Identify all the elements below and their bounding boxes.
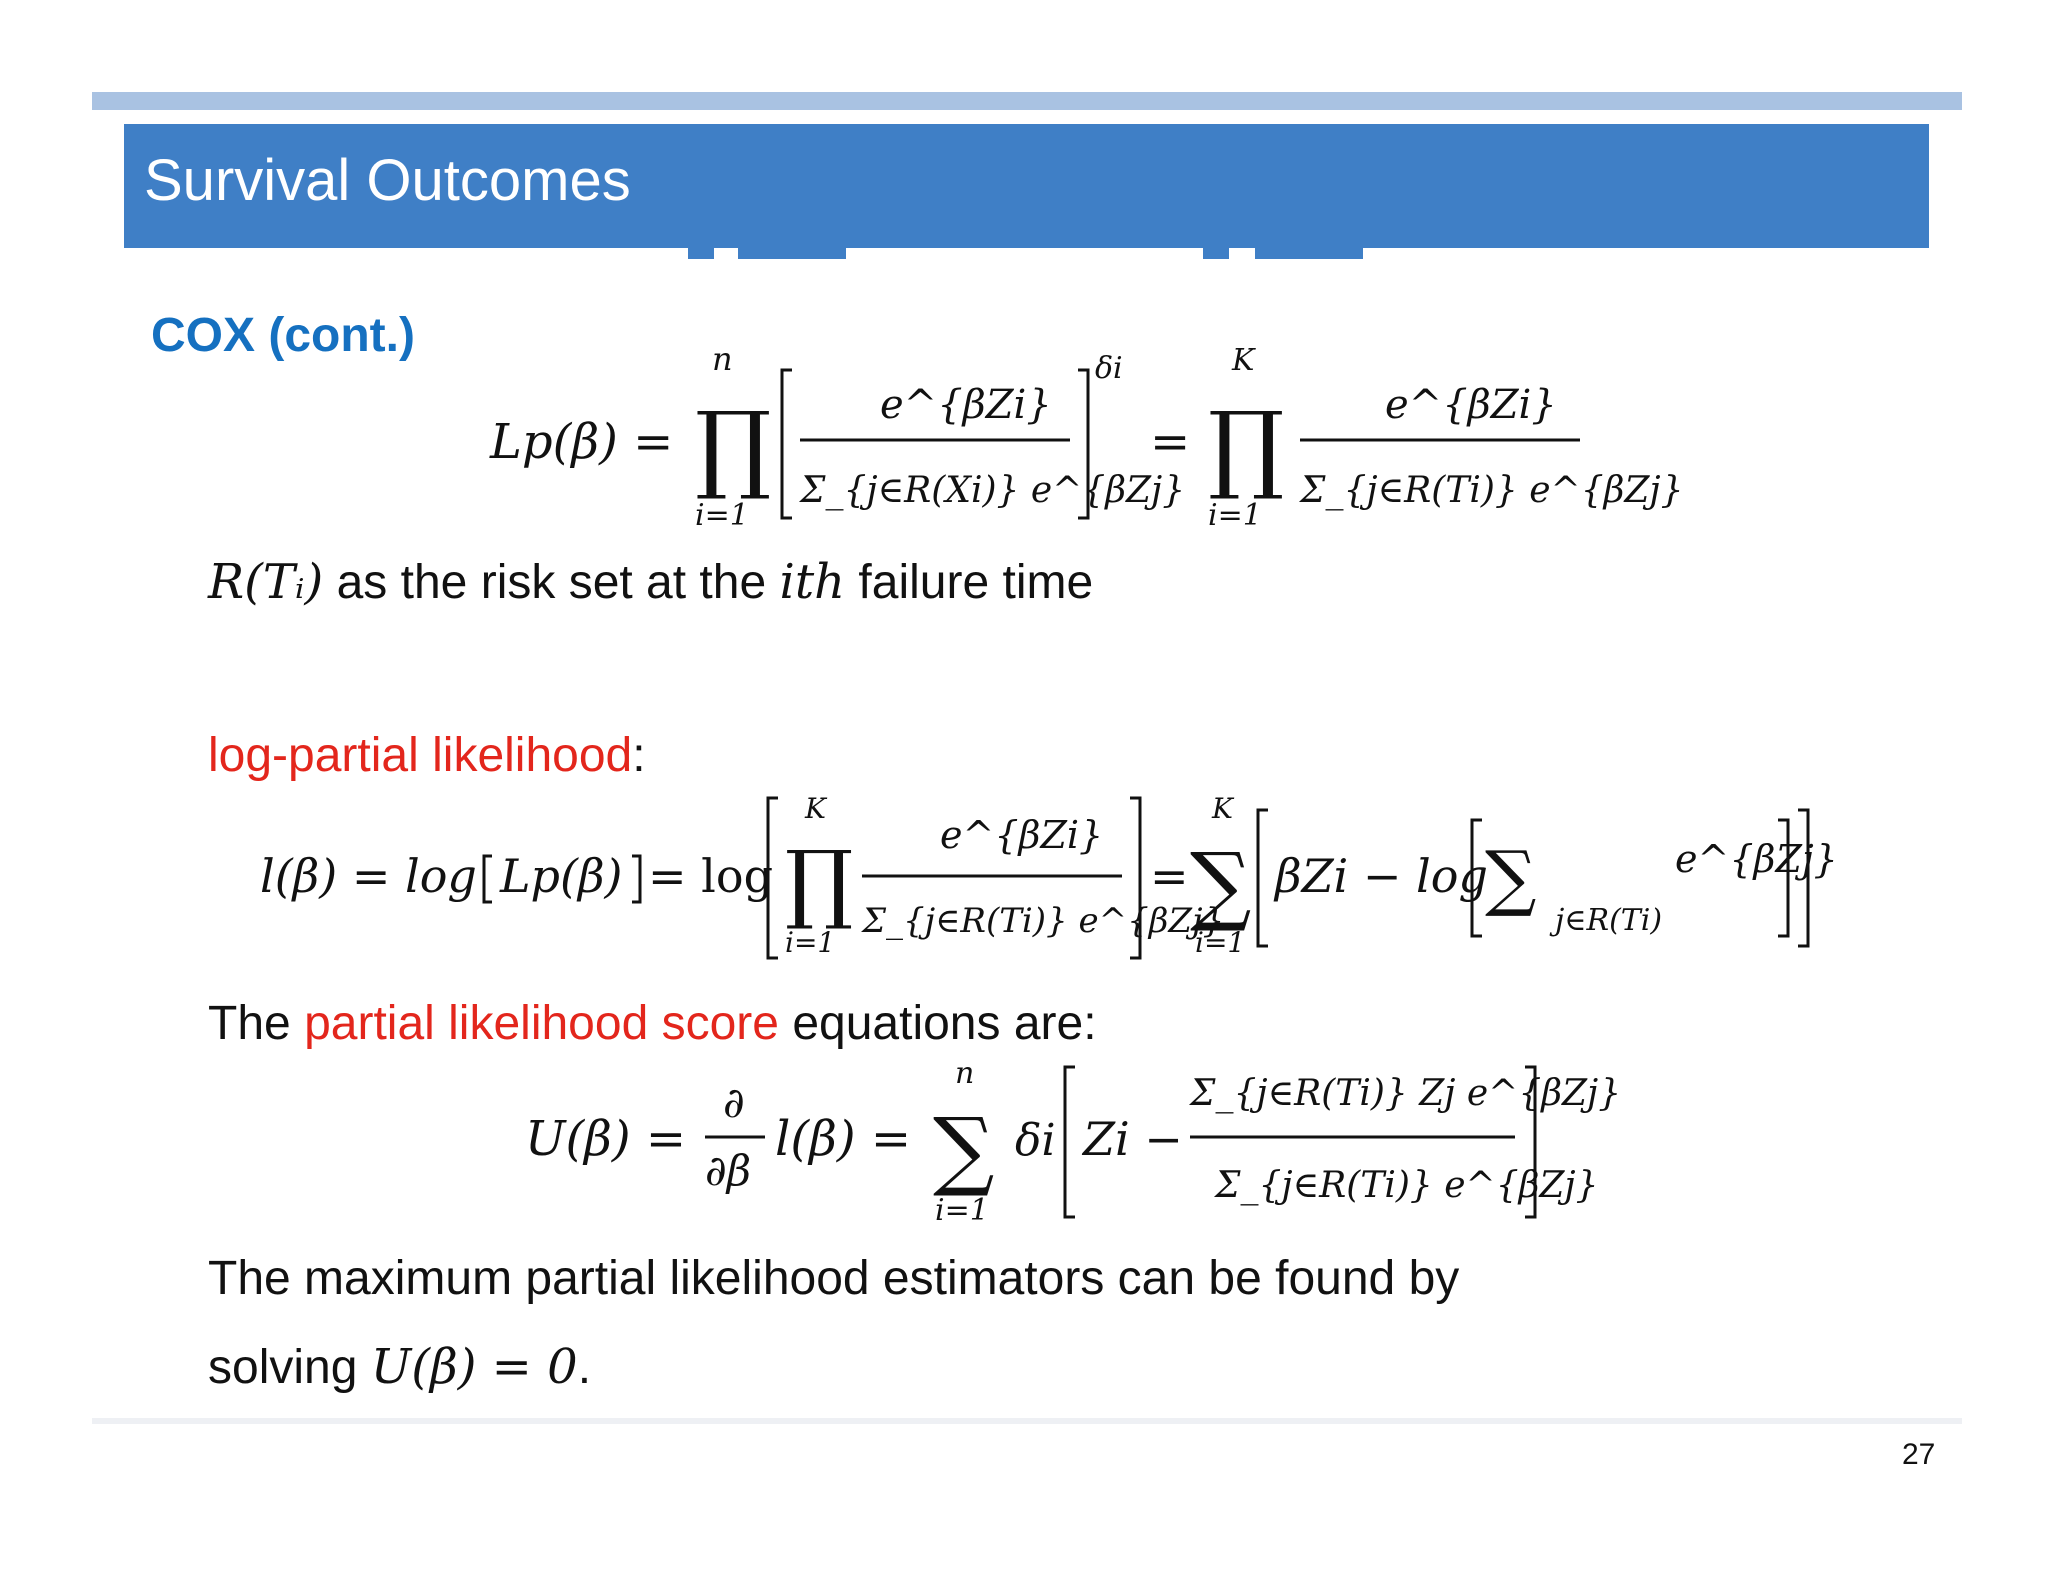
eq2-inner-sum-lower: j∈R(Ti)	[1555, 903, 1663, 938]
title-bar	[124, 124, 1929, 248]
eq2-equals-log: = log	[648, 849, 774, 903]
eq3-denominator: Σ_{j∈R(Ti)} e^{βZj}	[1215, 1165, 1599, 1206]
eq2-prod-upper: K	[805, 792, 826, 825]
eq2-inner-term: e^{βZj}	[1675, 837, 1838, 881]
ith-math: ith	[779, 554, 846, 610]
top-decorative-rule	[92, 92, 1962, 110]
log-partial-likelihood-equation	[250, 790, 1838, 970]
log-partial-likelihood-term: log-partial likelihood	[208, 729, 633, 782]
slide-subtitle: COX (cont.)	[151, 309, 415, 362]
score-suffix: equations are:	[792, 997, 1097, 1050]
partial-likelihood-score-term: partial likelihood score	[304, 997, 779, 1050]
eq2-inner: Lp(β)	[500, 849, 623, 903]
eq3-sum-symbol: ∑	[933, 1100, 995, 1200]
eq1-equals: =	[1150, 414, 1191, 470]
score-equations-line	[208, 997, 1097, 1050]
eq2-sum-lower: i=1	[1195, 926, 1246, 959]
eq1-numerator-2: e^{βZi}	[1385, 382, 1557, 428]
title-bar-notch	[688, 248, 714, 259]
eq2-sum-upper: K	[1212, 792, 1233, 825]
eq2-term: βZi − log	[1275, 849, 1488, 903]
eq2-inner-sum-symbol: ∑	[1485, 835, 1537, 919]
eq1-prod-lower: i=1	[695, 498, 749, 533]
eq3-sum-upper: n	[955, 1056, 975, 1091]
eq2-numerator: e^{βZi}	[940, 813, 1104, 857]
eq3-sum-lower: i=1	[935, 1193, 989, 1228]
eq3-d-numerator: ∂	[723, 1078, 745, 1127]
eq1-prod2-upper: K	[1232, 343, 1255, 378]
conclusion-line-1: The maximum partial likelihood estimators can be found by	[208, 1252, 1460, 1305]
heading-colon: :	[632, 729, 646, 782]
eq2-equals: =	[1150, 849, 1189, 903]
title-bar-notch	[1203, 248, 1229, 259]
eq1-prod2-lower: i=1	[1208, 498, 1262, 533]
score-prefix: The	[208, 997, 291, 1050]
score-equation	[515, 1055, 1622, 1230]
eq3-d-denominator: ∂β	[705, 1146, 751, 1195]
eq3-numerator: Σ_{j∈R(Ti)} Zj e^{βZj}	[1190, 1073, 1622, 1114]
eq1-prod-upper: n	[712, 340, 733, 378]
slide-title: Survival Outcomes	[144, 148, 631, 213]
solving-text: solving	[208, 1341, 358, 1394]
eq1-product-symbol-2: ∏	[1208, 391, 1285, 503]
eq3-lhs: U(β) =	[525, 1111, 687, 1167]
bottom-rule	[92, 1418, 1962, 1424]
title-bar-notch	[1255, 248, 1363, 259]
eq1-product-symbol: ∏	[695, 391, 772, 503]
log-partial-likelihood-heading	[208, 729, 646, 782]
risk-set-text-end: failure time	[858, 556, 1094, 609]
eq3-delta: δi	[1015, 1115, 1056, 1166]
solving-math: U(β) = 0	[370, 1339, 578, 1395]
eq1-denominator: Σ_{j∈R(Xi)} e^{βZj}	[800, 470, 1186, 511]
eq1-exponent: δi	[1095, 351, 1123, 386]
solving-period: .	[577, 1341, 592, 1394]
conclusion-line-2	[208, 1339, 592, 1395]
eq2-prod-lower: i=1	[785, 926, 836, 959]
risk-set-math: R(Tᵢ)	[208, 554, 324, 610]
risk-set-text: as the risk set at the	[336, 556, 767, 609]
eq2-denominator: Σ_{j∈R(Ti)} e^{βZj}	[862, 901, 1225, 941]
eq2-lhs: l(β) = log	[260, 849, 477, 903]
eq1-denominator-2: Σ_{j∈R(Ti)} e^{βZj}	[1300, 470, 1684, 511]
eq3-mid: l(β) =	[775, 1111, 912, 1167]
page-number: 27	[1902, 1438, 1936, 1471]
eq1-lhs: Lp(β) =	[490, 414, 674, 470]
eq3-z: Zi −	[1083, 1112, 1183, 1166]
eq2-product-symbol: ∏	[785, 833, 854, 933]
title-bar-notch	[738, 248, 846, 259]
eq2-sum-symbol: ∑	[1190, 835, 1252, 935]
risk-set-line	[208, 554, 1094, 610]
partial-likelihood-equation	[480, 340, 1684, 540]
eq1-numerator: e^{βZi}	[880, 382, 1052, 428]
